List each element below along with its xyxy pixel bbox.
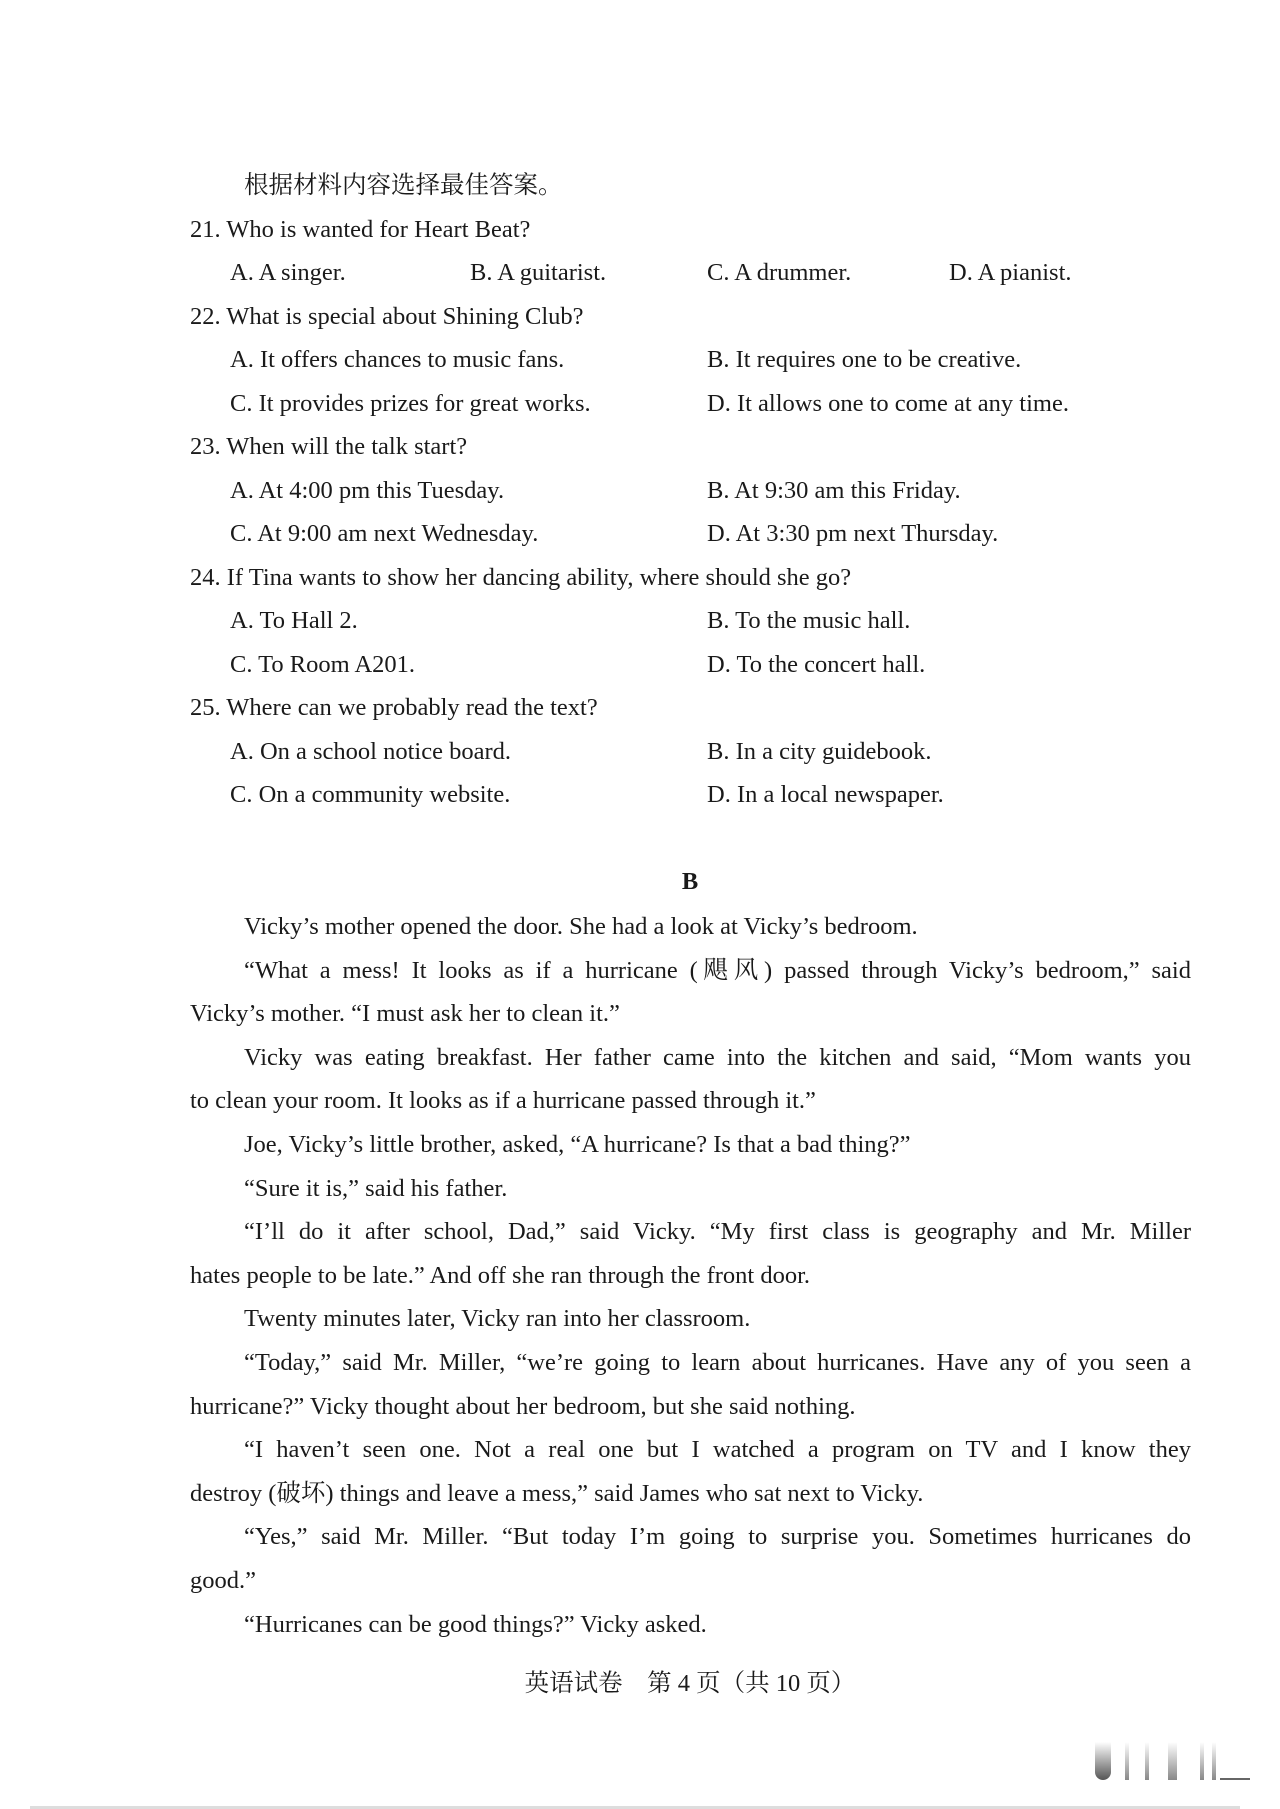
paragraph-line: Joe, Vicky’s little brother, asked, “A hurricane? Is that a bad thing?” (244, 1130, 911, 1158)
answer-option: D. It allows one to come at any time. (707, 389, 1069, 417)
answer-option: D. To the concert hall. (707, 650, 926, 678)
question-stem: 23. When will the talk start? (190, 433, 468, 460)
question-stem: 22. What is special about Shining Club? (190, 302, 584, 330)
answer-option: A. To Hall 2. (230, 607, 358, 634)
answer-option: D. At 3:30 pm next Thursday. (707, 520, 999, 547)
instruction: 根据材料内容选择最佳答案。 (244, 172, 563, 199)
question-stem: 24. If Tina wants to show her dancing ability, where should she go? (190, 563, 852, 591)
paragraph-line: destroy (破坏) things and leave a mess,” said James who sat next to Vicky. (190, 1479, 924, 1507)
answer-option: A. At 4:00 pm this Tuesday. (230, 476, 505, 504)
paragraph-line: to clean your room. It looks as if a hurricane passed through it.” (190, 1087, 816, 1115)
paragraph-line: “Sure it is,” said his father. (244, 1174, 508, 1202)
answer-option: B. In a city guidebook. (707, 737, 932, 765)
answer-option: C. It provides prizes for great works. (230, 389, 591, 417)
answer-option: C. On a community website. (230, 781, 511, 808)
paragraph-line: “Yes,” said Mr. Miller. “But today I’m going to surprise you. Sometimes hurricanes do (244, 1523, 1191, 1551)
paragraph-line: hates people to be late.” And off she ran through the front door. (190, 1261, 811, 1289)
answer-option: A. On a school notice board. (230, 737, 511, 765)
answer-option: A. It offers chances to music fans. (230, 346, 565, 373)
paragraph-line: hurricane?” Vicky thought about her bedroom, but she said nothing. (190, 1392, 856, 1420)
paragraph-line: good.” (190, 1566, 256, 1594)
answer-option: D. A pianist. (949, 259, 1072, 286)
paragraph-line: “I haven’t seen one. Not a real one but I watched a program on TV and I know they (244, 1436, 1191, 1464)
paragraph-line: “Hurricanes can be good things?” Vicky asked. (244, 1610, 707, 1638)
question-stem: 25. Where can we probably read the text? (190, 694, 598, 721)
answer-option: B. To the music hall. (707, 607, 911, 634)
answer-option: C. A drummer. (707, 259, 852, 286)
passage-text (190, 905, 1191, 1646)
answer-option: A. A singer. (230, 259, 346, 286)
paragraph-line: Twenty minutes later, Vicky ran into her classroom. (244, 1305, 751, 1333)
answer-option: C. To Room A201. (230, 650, 416, 678)
answer-option: B. A guitarist. (470, 259, 607, 286)
passage-heading: B (681, 868, 699, 895)
answer-option: B. At 9:30 am this Friday. (707, 476, 961, 504)
paragraph-line: “Today,” said Mr. Miller, “we’re going to learn about hurricanes. Have any of you seen a (244, 1348, 1191, 1376)
paragraph-line: Vicky’s mother opened the door. She had a look at Vicky’s bedroom. (244, 913, 918, 940)
paragraph-line: Vicky was eating breakfast. Her father came into the kitchen and said, “Mom wants you (244, 1043, 1191, 1071)
page-footer: 英语试卷 第 4 页（共 10 页） (524, 1670, 856, 1697)
paragraph-line: Vicky’s mother. “I must ask her to clean it.” (190, 1000, 620, 1028)
answer-option: D. In a local newspaper. (707, 781, 944, 808)
paragraph-line: “I’ll do it after school, Dad,” said Vicky. “My first class is geography and Mr. Miller (244, 1218, 1191, 1246)
question-stem: 21. Who is wanted for Heart Beat? (190, 215, 531, 243)
answer-option: B. It requires one to be creative. (707, 346, 1022, 373)
answer-option: C. At 9:00 am next Wednesday. (230, 520, 539, 547)
paragraph-line: “What a mess! It looks as if a hurricane (飓风) passed through Vicky’s bedroom,” said (244, 956, 1191, 984)
